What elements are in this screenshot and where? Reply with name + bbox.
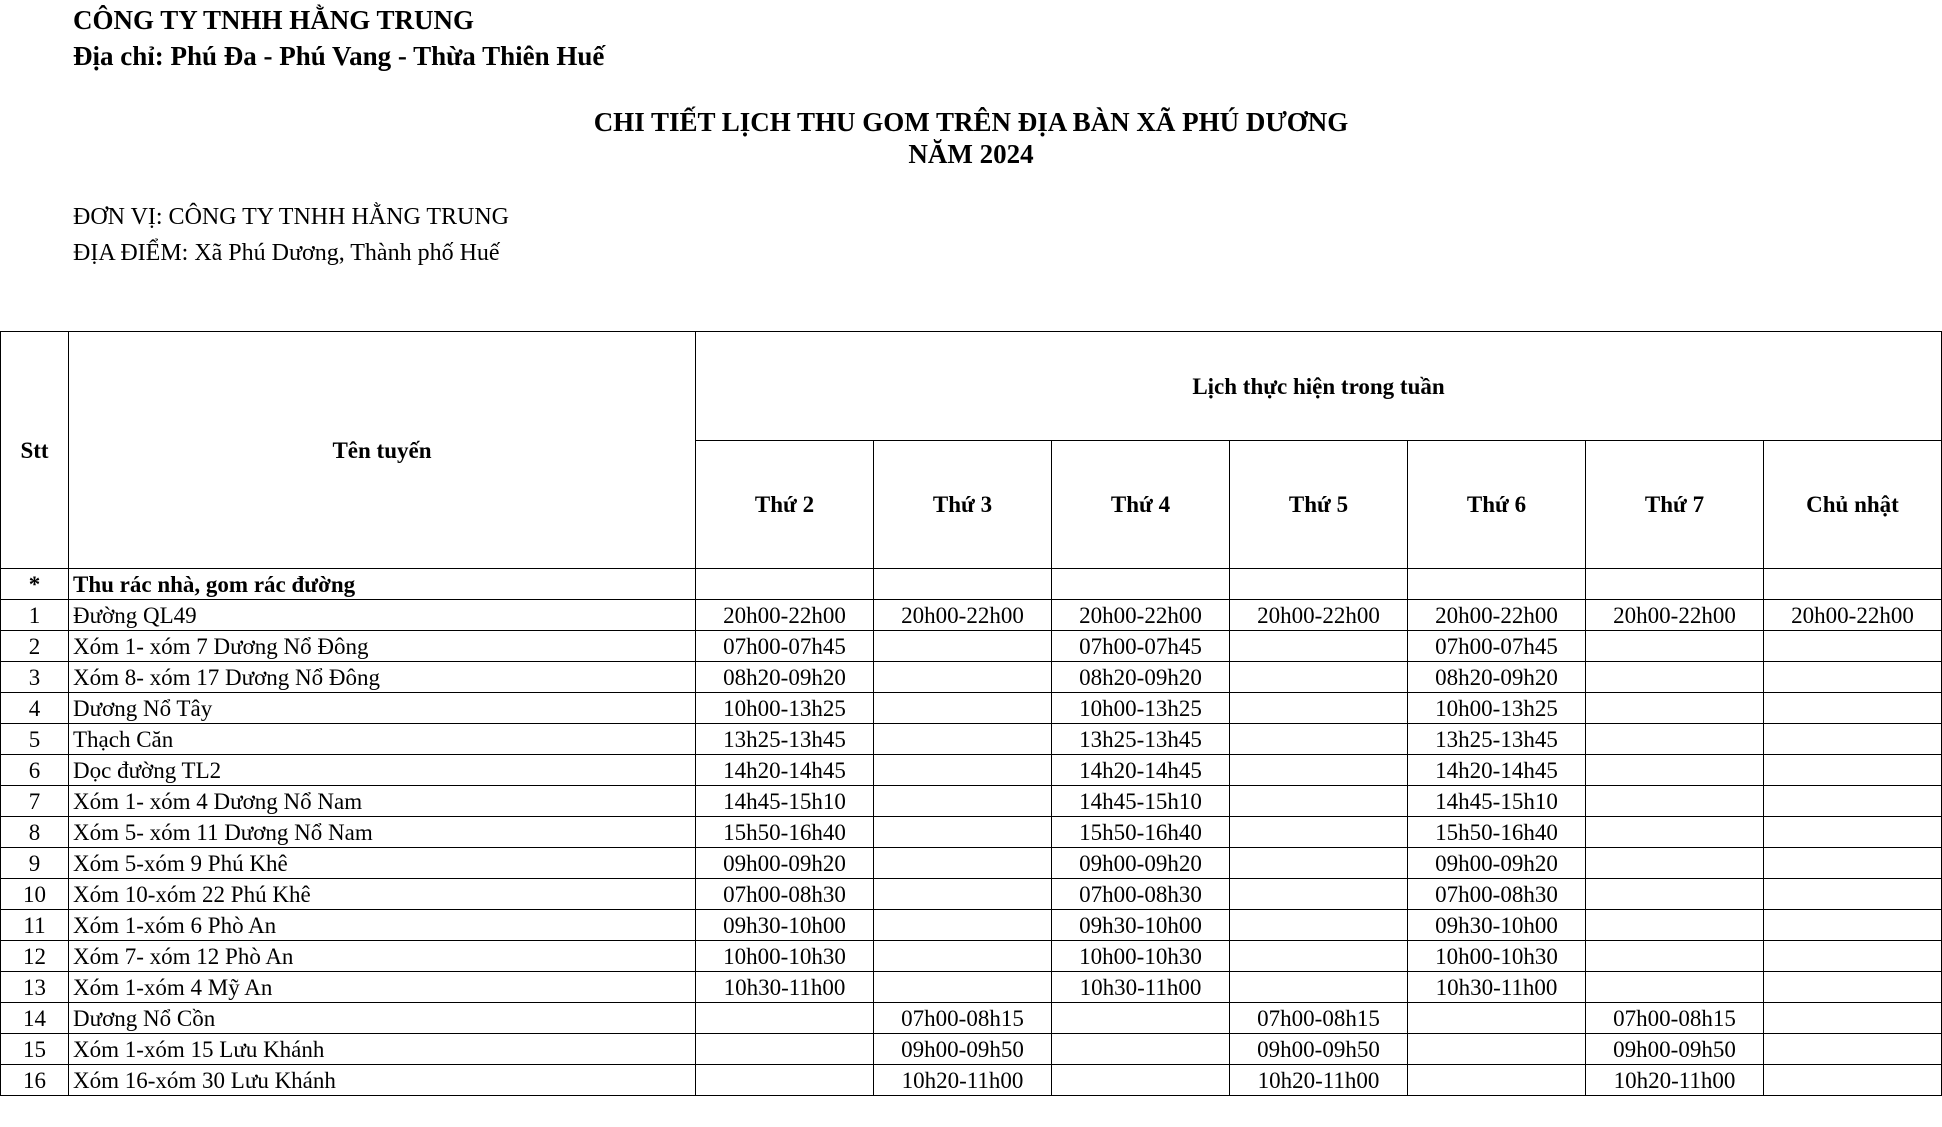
row-time-cell: [1230, 786, 1408, 817]
table-row: [1, 817, 1942, 848]
row-time-cell: [1408, 1065, 1586, 1096]
row-time-cell: 07h00-07h45: [1408, 631, 1586, 662]
row-time-cell: [1764, 1034, 1942, 1065]
row-time-cell: [1586, 910, 1764, 941]
row-time-cell: [1052, 1003, 1230, 1034]
row-time-cell: 20h00-22h00: [696, 600, 874, 631]
row-time-cell: [696, 1034, 874, 1065]
header-day: Chủ nhật: [1764, 441, 1942, 569]
row-time-cell: 15h50-16h40: [1408, 817, 1586, 848]
row-time-cell: 10h20-11h00: [874, 1065, 1052, 1096]
row-time-cell: 20h00-22h00: [1052, 600, 1230, 631]
empty-cell: [1052, 569, 1230, 600]
row-stt: 6: [1, 755, 69, 786]
row-route-name: Xóm 7- xóm 12 Phò An: [69, 941, 696, 972]
row-time-cell: [874, 972, 1052, 1003]
row-time-cell: [1230, 848, 1408, 879]
row-time-cell: [1586, 724, 1764, 755]
row-time-cell: [1230, 693, 1408, 724]
row-time-cell: [1764, 848, 1942, 879]
row-time-cell: 15h50-16h40: [696, 817, 874, 848]
header-day: Thứ 2: [696, 441, 874, 569]
row-time-cell: [1764, 879, 1942, 910]
row-time-cell: 07h00-08h30: [1052, 879, 1230, 910]
row-time-cell: 10h00-10h30: [1052, 941, 1230, 972]
row-time-cell: 09h00-09h20: [696, 848, 874, 879]
row-time-cell: [1764, 662, 1942, 693]
empty-cell: [1230, 569, 1408, 600]
row-time-cell: 09h30-10h00: [696, 910, 874, 941]
row-time-cell: [1586, 879, 1764, 910]
row-time-cell: [1764, 755, 1942, 786]
row-time-cell: 13h25-13h45: [696, 724, 874, 755]
row-route-name: Xóm 8- xóm 17 Dương Nổ Đông: [69, 662, 696, 693]
row-time-cell: [1586, 631, 1764, 662]
row-time-cell: 07h00-07h45: [1052, 631, 1230, 662]
table-row: [1, 848, 1942, 879]
row-route-name: Đường QL49: [69, 600, 696, 631]
row-time-cell: [1764, 817, 1942, 848]
row-time-cell: [1764, 786, 1942, 817]
empty-cell: [1586, 569, 1764, 600]
table-row: [1, 1034, 1942, 1065]
row-stt: 2: [1, 631, 69, 662]
row-time-cell: 10h00-10h30: [1408, 941, 1586, 972]
row-time-cell: [1230, 662, 1408, 693]
empty-cell: [1408, 569, 1586, 600]
row-time-cell: [1586, 693, 1764, 724]
row-time-cell: [874, 755, 1052, 786]
row-time-cell: 20h00-22h00: [1230, 600, 1408, 631]
row-time-cell: 09h30-10h00: [1408, 910, 1586, 941]
row-time-cell: [874, 786, 1052, 817]
row-time-cell: [1764, 972, 1942, 1003]
table-row: [1, 941, 1942, 972]
row-time-cell: 09h00-09h50: [874, 1034, 1052, 1065]
row-time-cell: [1764, 941, 1942, 972]
row-time-cell: 09h30-10h00: [1052, 910, 1230, 941]
row-route-name: Dương Nổ Tây: [69, 693, 696, 724]
header-weekly-schedule: Lịch thực hiện trong tuần: [696, 332, 1942, 441]
row-route-name: Xóm 10-xóm 22 Phú Khê: [69, 879, 696, 910]
row-route-name: Xóm 1-xóm 6 Phò An: [69, 910, 696, 941]
row-time-cell: 20h00-22h00: [1408, 600, 1586, 631]
row-time-cell: 07h00-08h30: [1408, 879, 1586, 910]
row-time-cell: 14h45-15h10: [1408, 786, 1586, 817]
row-stt: 11: [1, 910, 69, 941]
row-time-cell: [1230, 910, 1408, 941]
row-time-cell: [1764, 693, 1942, 724]
row-route-name: Xóm 1- xóm 7 Dương Nổ Đông: [69, 631, 696, 662]
row-time-cell: 10h20-11h00: [1230, 1065, 1408, 1096]
company-name: CÔNG TY TNHH HẰNG TRUNG: [73, 5, 475, 35]
row-time-cell: [1230, 879, 1408, 910]
unit-info: ĐƠN VỊ: CÔNG TY TNHH HẰNG TRUNG: [73, 204, 510, 230]
row-time-cell: [1052, 1034, 1230, 1065]
row-time-cell: [1230, 755, 1408, 786]
row-route-name: Xóm 1- xóm 4 Dương Nổ Nam: [69, 786, 696, 817]
row-time-cell: 08h20-09h20: [1408, 662, 1586, 693]
row-time-cell: [1230, 631, 1408, 662]
row-time-cell: [1586, 848, 1764, 879]
row-time-cell: 07h00-08h30: [696, 879, 874, 910]
row-time-cell: [1764, 910, 1942, 941]
table-row: [1, 1065, 1942, 1096]
row-stt: 12: [1, 941, 69, 972]
row-time-cell: 14h20-14h45: [696, 755, 874, 786]
empty-cell: [696, 569, 874, 600]
row-stt: 8: [1, 817, 69, 848]
row-time-cell: 14h20-14h45: [1052, 755, 1230, 786]
document-title: CHI TIẾT LỊCH THU GOM TRÊN ĐỊA BÀN XÃ PHÚ DƯƠNG: [593, 107, 1349, 137]
row-time-cell: 20h00-22h00: [1764, 600, 1942, 631]
row-time-cell: 14h45-15h10: [696, 786, 874, 817]
row-time-cell: [874, 631, 1052, 662]
row-route-name: Dương Nổ Cồn: [69, 1003, 696, 1034]
row-time-cell: [1764, 1065, 1942, 1096]
header-day: Thứ 6: [1408, 441, 1586, 569]
header-route-name: Tên tuyến: [69, 332, 696, 569]
row-time-cell: [696, 1003, 874, 1034]
row-time-cell: [1586, 786, 1764, 817]
row-time-cell: 09h00-09h50: [1586, 1034, 1764, 1065]
table-row: [1, 1003, 1942, 1034]
row-time-cell: [1408, 1034, 1586, 1065]
row-route-name: Xóm 1-xóm 4 Mỹ An: [69, 972, 696, 1003]
row-time-cell: [1586, 817, 1764, 848]
row-stt: 14: [1, 1003, 69, 1034]
table-row: [1, 879, 1942, 910]
row-time-cell: [1052, 1065, 1230, 1096]
section-marker: *: [1, 569, 69, 600]
row-time-cell: [1586, 662, 1764, 693]
row-time-cell: 07h00-08h15: [1230, 1003, 1408, 1034]
row-time-cell: 09h00-09h20: [1408, 848, 1586, 879]
row-time-cell: 09h00-09h50: [1230, 1034, 1408, 1065]
row-stt: 5: [1, 724, 69, 755]
row-time-cell: [1586, 972, 1764, 1003]
row-time-cell: [1764, 631, 1942, 662]
row-stt: 4: [1, 693, 69, 724]
row-route-name: Dọc đường TL2: [69, 755, 696, 786]
row-time-cell: [1408, 1003, 1586, 1034]
row-time-cell: 10h30-11h00: [1408, 972, 1586, 1003]
row-time-cell: [1230, 817, 1408, 848]
row-time-cell: 08h20-09h20: [696, 662, 874, 693]
row-time-cell: 09h00-09h20: [1052, 848, 1230, 879]
section-title: Thu rác nhà, gom rác đường: [69, 569, 696, 600]
row-time-cell: [874, 817, 1052, 848]
row-stt: 10: [1, 879, 69, 910]
row-stt: 13: [1, 972, 69, 1003]
row-time-cell: [1230, 724, 1408, 755]
table-row: [1, 910, 1942, 941]
row-time-cell: [874, 910, 1052, 941]
row-time-cell: 10h00-10h30: [696, 941, 874, 972]
row-time-cell: [874, 693, 1052, 724]
row-time-cell: 15h50-16h40: [1052, 817, 1230, 848]
table-row: [1, 631, 1942, 662]
row-route-name: Xóm 5- xóm 11 Dương Nổ Nam: [69, 817, 696, 848]
row-time-cell: [874, 848, 1052, 879]
table-row: [1, 972, 1942, 1003]
row-route-name: Xóm 1-xóm 15 Lưu Khánh: [69, 1034, 696, 1065]
row-time-cell: 07h00-08h15: [874, 1003, 1052, 1034]
empty-cell: [874, 569, 1052, 600]
row-time-cell: [874, 879, 1052, 910]
table-row: [1, 600, 1942, 631]
row-time-cell: 13h25-13h45: [1408, 724, 1586, 755]
row-route-name: Thạch Căn: [69, 724, 696, 755]
header-day: Thứ 7: [1586, 441, 1764, 569]
row-time-cell: [1764, 1003, 1942, 1034]
row-time-cell: 07h00-08h15: [1586, 1003, 1764, 1034]
schedule-table: [0, 331, 1942, 1096]
table-row: [1, 755, 1942, 786]
row-stt: 7: [1, 786, 69, 817]
row-time-cell: 10h30-11h00: [696, 972, 874, 1003]
table-row: [1, 693, 1942, 724]
document-year: NĂM 2024: [908, 139, 1034, 169]
row-route-name: Xóm 16-xóm 30 Lưu Khánh: [69, 1065, 696, 1096]
header-day: Thứ 3: [874, 441, 1052, 569]
row-time-cell: 13h25-13h45: [1052, 724, 1230, 755]
row-time-cell: 14h20-14h45: [1408, 755, 1586, 786]
company-address: Địa chỉ: Phú Đa - Phú Vang - Thừa Thiên Huế: [73, 41, 605, 71]
row-time-cell: 10h20-11h00: [1586, 1065, 1764, 1096]
table-row: [1, 662, 1942, 693]
row-stt: 9: [1, 848, 69, 879]
row-time-cell: 07h00-07h45: [696, 631, 874, 662]
table-row: [1, 724, 1942, 755]
row-time-cell: 08h20-09h20: [1052, 662, 1230, 693]
row-time-cell: [874, 662, 1052, 693]
header-day: Thứ 5: [1230, 441, 1408, 569]
row-time-cell: 20h00-22h00: [874, 600, 1052, 631]
row-time-cell: [1230, 941, 1408, 972]
empty-cell: [1764, 569, 1942, 600]
header-day: Thứ 4: [1052, 441, 1230, 569]
row-time-cell: [1586, 941, 1764, 972]
row-time-cell: 10h00-13h25: [696, 693, 874, 724]
row-time-cell: [874, 941, 1052, 972]
row-stt: 1: [1, 600, 69, 631]
row-time-cell: 20h00-22h00: [1586, 600, 1764, 631]
header-stt: Stt: [1, 332, 69, 569]
row-time-cell: [874, 724, 1052, 755]
row-stt: 15: [1, 1034, 69, 1065]
header-row-group: [1, 332, 1942, 441]
row-time-cell: [696, 1065, 874, 1096]
row-time-cell: [1586, 755, 1764, 786]
location-info: ĐỊA ĐIỂM: Xã Phú Dương, Thành phố Huế: [73, 240, 500, 266]
row-time-cell: [1230, 972, 1408, 1003]
section-row: [1, 569, 1942, 600]
row-stt: 16: [1, 1065, 69, 1096]
row-time-cell: [1764, 724, 1942, 755]
table-row: [1, 786, 1942, 817]
row-route-name: Xóm 5-xóm 9 Phú Khê: [69, 848, 696, 879]
row-stt: 3: [1, 662, 69, 693]
row-time-cell: 10h30-11h00: [1052, 972, 1230, 1003]
row-time-cell: 14h45-15h10: [1052, 786, 1230, 817]
row-time-cell: 10h00-13h25: [1052, 693, 1230, 724]
row-time-cell: 10h00-13h25: [1408, 693, 1586, 724]
